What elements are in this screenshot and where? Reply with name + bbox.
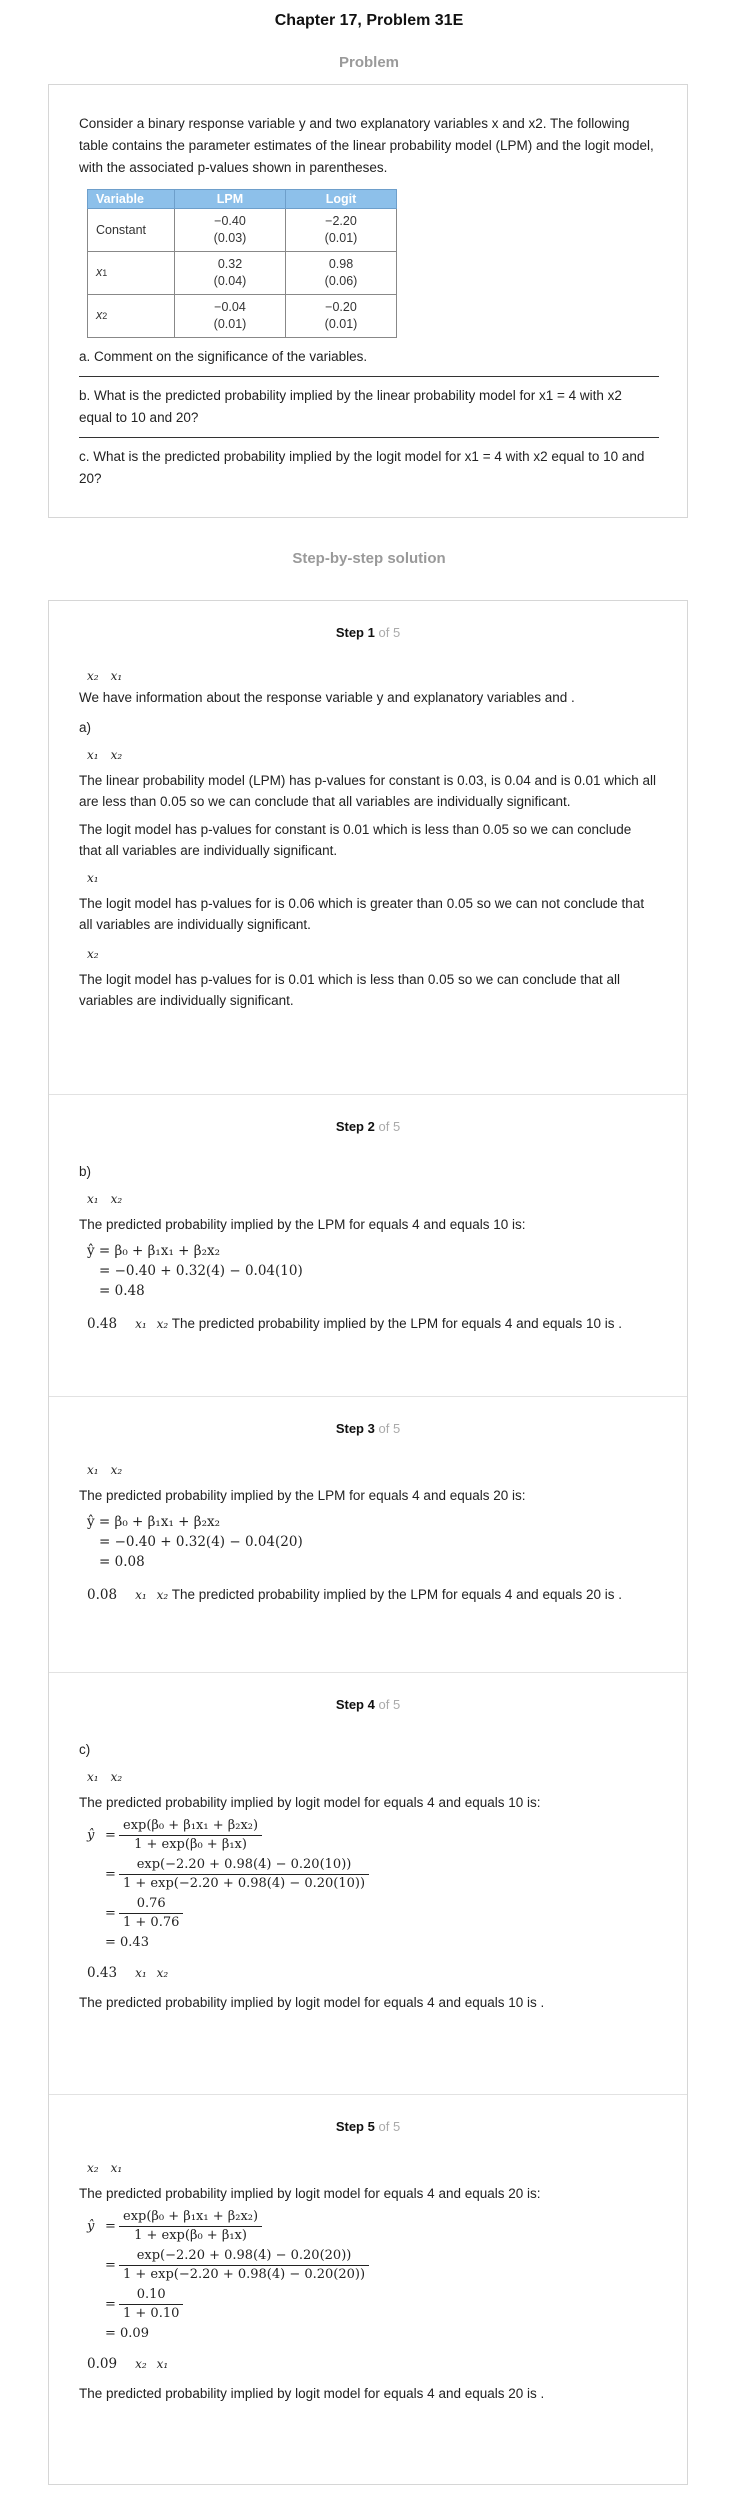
lpm-estimate: −0.04 <box>214 300 246 314</box>
step-conclusion: 0.08 x₁ x₂ The predicted probability implied by the LPM for equals 4 and equals 20 is . <box>87 1587 622 1603</box>
step-text: The predicted probability implied by logit model for equals 4 and equals 20 is: <box>79 2186 541 2201</box>
step-text: The logit model has p-values for is 0.06 which is greater than 0.05 so we can not conclude that all variables are individually significant. <box>79 896 645 932</box>
step-5 <box>49 2095 687 2484</box>
divider <box>79 376 659 377</box>
table-header: LPM <box>175 190 286 209</box>
math-vars: x₁ x₂ <box>87 1463 123 1477</box>
part-label: c) <box>79 1742 91 1757</box>
table-cell <box>175 252 286 295</box>
step-conclusion: The predicted probability implied by logit model for equals 4 and equals 20 is . <box>79 2386 545 2401</box>
step-text: The logit model has p-values for constant is 0.01 which is less than 0.05 so we can conclude that all variables are individually significant. <box>79 822 632 858</box>
math-vars: x₁ x₂ <box>87 1192 123 1206</box>
math-vars: x₂ x₁ <box>87 2161 123 2175</box>
step-title: Step 3 of 5 <box>335 1421 401 1436</box>
table-cell <box>286 295 397 338</box>
step-text: The predicted probability implied by the LPM for equals 4 and equals 10 is: <box>79 1217 526 1232</box>
table-header: Variable <box>88 190 175 209</box>
table-cell <box>286 252 397 295</box>
step-result: 0.09 x₂ x₁ <box>87 2356 169 2372</box>
equation: ŷ = $\frac{\text{exp(β₀ + β₁x₁ + β₂x₂)}}{\text{1 + exp(β₀ + β₁x)}}$ = $\frac{\exp(-2.20 + 0.98(4) - 0.20(20))}{1 + \exp(-2.20 + 0.98(4) - 0.20(20))}$ = $\frac{0.10}{1 + 0.10}$ = 0.09 <box>87 2208 657 2343</box>
table-row <box>88 252 397 295</box>
solution-card <box>48 600 688 2485</box>
logit-estimate: −2.20 <box>325 214 357 228</box>
parameter-table <box>87 189 397 338</box>
table-cell <box>286 209 397 252</box>
step-conclusion: The predicted probability implied by logit model for equals 4 and equals 10 is . <box>79 1995 545 2010</box>
lpm-estimate: −0.40 <box>214 214 246 228</box>
equation: ŷ = $\frac{\text{exp(β₀ + β₁x₁ + β₂x₂)}}{\text{1 + exp(β₀ + β₁x)}}$ = $\frac{\exp(-2.20 + 0.98(4) - 0.20(10))}{1 + \exp(-2.20 + 0.98(4) - 0.20(10))}$ = $\frac{0.76}{1 + 0.76}$ = 0.43 <box>87 1817 657 1952</box>
step-text: The predicted probability implied by the LPM for equals 4 and equals 20 is: <box>79 1488 526 1503</box>
lpm-pvalue: (0.04) <box>213 274 247 288</box>
step-title: Step 4 of 5 <box>335 1697 401 1712</box>
step-title: Step 1 of 5 <box>335 625 401 640</box>
step-title: Step 2 of 5 <box>335 1119 401 1134</box>
lpm-estimate: 0.32 <box>217 257 243 271</box>
math-vars: x₁ x₂ <box>87 748 123 762</box>
step-2 <box>49 1095 687 1397</box>
question-a: a. Comment on the significance of the variables. <box>79 349 368 364</box>
part-label: a) <box>79 720 92 735</box>
step-1 <box>49 601 687 1095</box>
problem-label: Problem <box>338 54 399 71</box>
step-text: We have information about the response variable y and explanatory variables and . <box>79 690 575 705</box>
problem-intro: Consider a binary response variable y and two explanatory variables x and x2. The following table contains the parameter estimates of the linear probability model (LPM) and the logit model, with the associated p-values shown in parentheses. <box>79 116 654 175</box>
table-cell-variable: x1 <box>88 252 175 295</box>
lpm-pvalue: (0.03) <box>213 231 247 245</box>
divider <box>79 437 659 438</box>
step-conclusion: 0.48 x₁ x₂ The predicted probability implied by the LPM for equals 4 and equals 10 is . <box>87 1316 622 1332</box>
logit-pvalue: (0.01) <box>324 317 358 331</box>
table-row <box>88 295 397 338</box>
step-title: Step 5 of 5 <box>335 2119 401 2134</box>
math-vars: x₂ <box>87 947 99 961</box>
table-cell-variable: x2 <box>88 295 175 338</box>
table-header: Logit <box>286 190 397 209</box>
table-cell <box>175 209 286 252</box>
step-text: The linear probability model (LPM) has p-values for constant is 0.03, is 0.04 and is 0.01 which all are less than 0.05 so we can conclude that all variables are individually significant. <box>79 773 657 809</box>
step-text: The logit model has p-values for is 0.01 which is less than 0.05 so we can conclude that all variables are individually significant. <box>79 972 621 1008</box>
solution-label: Step-by-step solution <box>292 550 446 567</box>
part-label: b) <box>79 1164 92 1179</box>
equation: ŷ = β₀ + β₁x₁ + β₂x₂ = −0.40 + 0.32(4) − 0.04(10) = 0.48 <box>87 1243 303 1299</box>
equation: ŷ = β₀ + β₁x₁ + β₂x₂ = −0.40 + 0.32(4) − 0.04(20) = 0.08 <box>87 1514 303 1570</box>
lpm-pvalue: (0.01) <box>213 317 247 331</box>
math-vars: x₂ x₁ <box>87 669 123 683</box>
question-c: c. What is the predicted probability implied by the logit model for x1 = 4 with x2 equal to 10 and 20? <box>79 449 645 486</box>
problem-card <box>48 84 688 518</box>
math-vars: x₁ <box>87 871 99 885</box>
table-row <box>88 209 397 252</box>
table-cell <box>175 295 286 338</box>
step-text: The predicted probability implied by logit model for equals 4 and equals 10 is: <box>79 1795 541 1810</box>
logit-estimate: 0.98 <box>328 257 354 271</box>
step-result: 0.43 x₁ x₂ <box>87 1965 169 1981</box>
table-cell-variable: Constant <box>88 209 175 252</box>
step-3 <box>49 1397 687 1673</box>
page-title: Chapter 17, Problem 31E <box>274 12 464 29</box>
step-4 <box>49 1673 687 2095</box>
logit-pvalue: (0.01) <box>324 231 358 245</box>
table-header-row <box>88 190 397 209</box>
logit-pvalue: (0.06) <box>324 274 358 288</box>
logit-estimate: −0.20 <box>325 300 357 314</box>
question-b: b. What is the predicted probability implied by the linear probability model for x1 = 4 with x2 equal to 10 and 20? <box>79 388 622 425</box>
math-vars: x₁ x₂ <box>87 1770 123 1784</box>
